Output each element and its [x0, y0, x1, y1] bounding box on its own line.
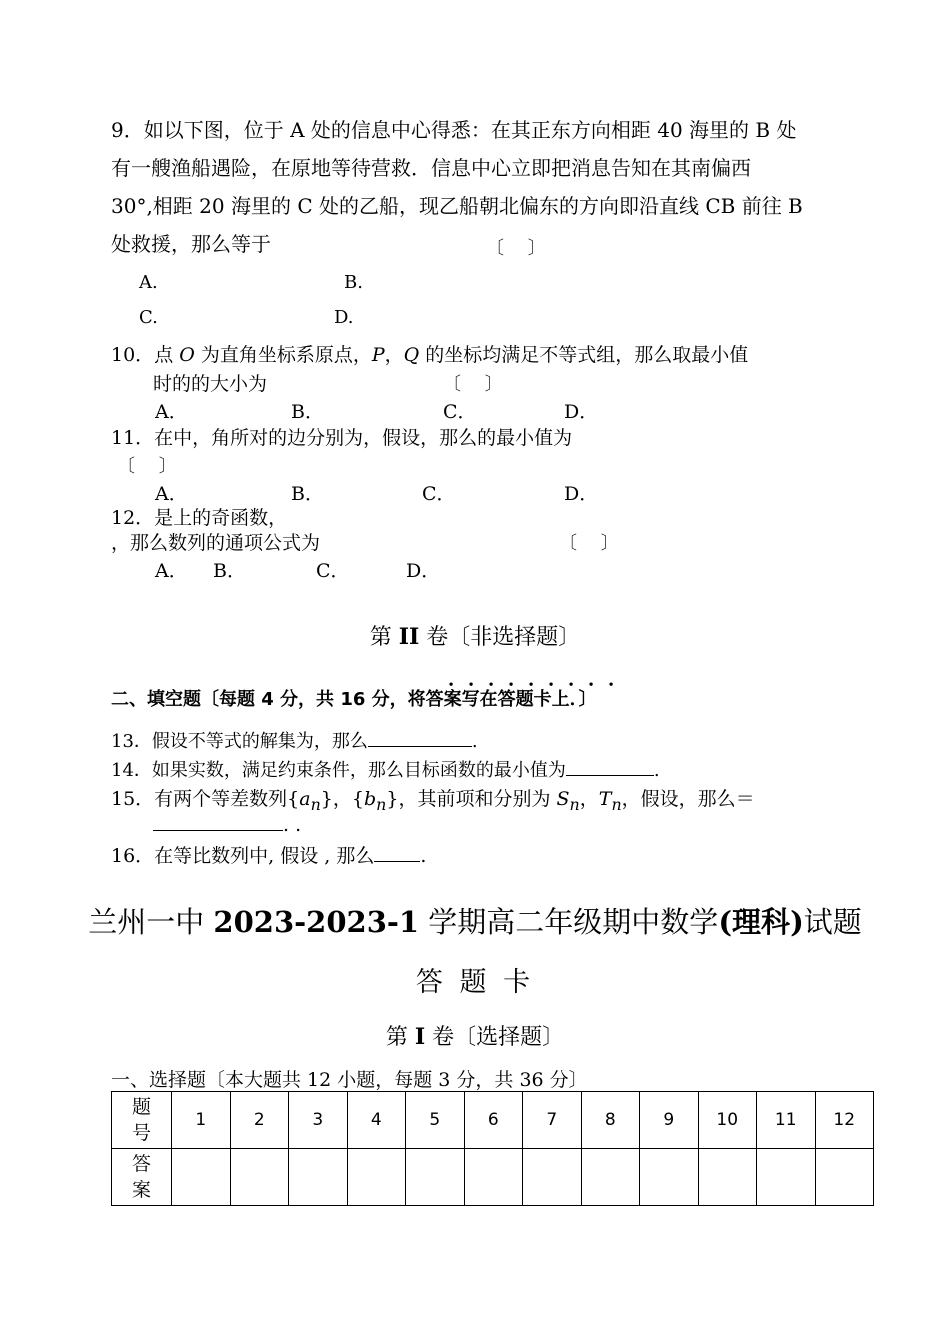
q10-number: 10． [111, 344, 155, 366]
part2-emphasis-dots: ．．．．．．．．． [448, 666, 638, 690]
question-number-cell: 6 [464, 1092, 523, 1149]
answer-cell[interactable] [815, 1149, 874, 1206]
q15-var-b: b [363, 788, 377, 810]
answer-card-title [0, 900, 950, 941]
part1-title-a: 第 [385, 1025, 415, 1050]
answer-grid-number-row [112, 1092, 874, 1149]
q11-option-a: A． [155, 483, 188, 505]
q10-answer-paren: 〔 〕 [443, 374, 503, 395]
q12-option-c: C． [316, 560, 350, 582]
card-title-subject: 理科 [732, 905, 791, 939]
q15-prefix: 15．有两个等差数列{ [111, 788, 300, 810]
q10-option-d: D． [564, 401, 599, 423]
q10-var-q: Q [403, 344, 420, 366]
card-title-c: 学期高二年级期中数学 [419, 905, 719, 939]
question-number-cell: 12 [815, 1092, 874, 1149]
q16-text: 16．在等比数列中, 假设 , 那么 [111, 845, 375, 867]
answer-cell[interactable] [230, 1149, 289, 1206]
q15-answer-blank[interactable] [153, 812, 283, 831]
q15-tail: ，假设，那么＝ [621, 788, 755, 810]
q15-var-a: a [299, 788, 311, 810]
answer-cell[interactable] [757, 1149, 816, 1206]
q10-text-b: 为直角坐标系原点， [194, 344, 372, 366]
q9-line1: 9．如以下图，位于 A 处的信息中心得悉：在其正东方向相距 40 海里的 B 处 [111, 118, 797, 142]
q15-sub-n4: n [611, 794, 622, 814]
answer-cell[interactable] [289, 1149, 348, 1206]
q9-line2: 有一艘渔船遇险，在原地等待营救．信息中心立即把消息告知在其南偏西 [111, 156, 751, 180]
question-number-cell: 3 [289, 1092, 348, 1149]
q16-answer-blank[interactable] [374, 843, 420, 862]
q9-option-a: A. [139, 272, 158, 293]
answer-card-subtitle: 答 题 卡 [415, 967, 535, 998]
q11-option-c: C． [422, 483, 456, 505]
q10-line2: 时的的大小为 [153, 373, 268, 395]
q9-option-c: C. [139, 307, 158, 328]
q9-line4: 处救援，那么等于 [111, 232, 271, 256]
q13-answer-blank[interactable] [368, 728, 472, 747]
answer-cell[interactable] [523, 1149, 582, 1206]
q15-sub-n2: n [376, 794, 387, 814]
answer-cell[interactable] [581, 1149, 640, 1206]
q14-text: 14．如果实数，满足约束条件，那么目标函数的最小值为 [111, 760, 566, 781]
card-title-a: 兰州一中 [88, 905, 214, 939]
q10-var-p: P [371, 344, 385, 366]
q13-line [111, 727, 478, 753]
q11-answer-paren: 〔 〕 [117, 456, 177, 477]
card-title-paren-close: ) [790, 905, 804, 939]
part1-title [0, 1020, 950, 1051]
q14-period: . [653, 760, 660, 781]
q15-line2 [153, 812, 301, 836]
answer-cell[interactable] [347, 1149, 406, 1206]
q15-line1 [111, 784, 755, 814]
q10-option-b: B． [291, 401, 324, 423]
card-title-paren-open: ( [718, 905, 733, 939]
q12-line2: ，那么数列的通项公式为 [111, 532, 321, 554]
card-title-year: 2023-2023-1 [213, 905, 420, 939]
q10-option-c: C． [443, 401, 477, 423]
question-number-cell: 4 [347, 1092, 406, 1149]
answer-grid-answer-row [112, 1149, 874, 1206]
question-number-cell: 10 [698, 1092, 757, 1149]
question-number-cell: 9 [640, 1092, 699, 1149]
question-number-cell: 8 [581, 1092, 640, 1149]
answer-cell[interactable] [172, 1149, 231, 1206]
q15-sub-n1: n [310, 794, 321, 814]
part2-title-a: 第 [369, 625, 399, 650]
row-head-answer: 答案 [112, 1149, 172, 1206]
q14-answer-blank[interactable] [566, 757, 654, 776]
q10-line1 [111, 340, 748, 367]
q13-text: 13．假设不等式的解集为，那么 [111, 731, 368, 752]
q9-option-b: B. [344, 272, 363, 293]
q15-end: . . [283, 814, 302, 836]
q12-line1: 12．是上的奇函数， [111, 507, 288, 529]
q16-period: . [420, 845, 427, 867]
part2-section-heading: 二、填空题〔每题 4 分，共 16 分，将答案写在答题卡上．〕 [111, 689, 597, 710]
q13-period: . [471, 731, 478, 752]
q15-var-t: T [598, 788, 612, 810]
question-number-cell: 7 [523, 1092, 582, 1149]
part2-title-roman: II [398, 624, 420, 650]
part2-title-c: 卷〔非选择题〕 [419, 625, 581, 650]
q12-option-d: D． [406, 560, 441, 582]
q10-text-a: 点 [154, 344, 180, 366]
answer-cell[interactable] [698, 1149, 757, 1206]
part2-title [0, 620, 950, 651]
q9-answer-paren: 〔 〕 [486, 238, 546, 259]
q11-option-b: B． [291, 483, 324, 505]
q9-option-d: D. [334, 307, 354, 328]
question-number-cell: 11 [757, 1092, 816, 1149]
q9-line3: 30°,相距 20 海里的 C 处的乙船，现乙船朝北偏东的方向即沿直线 CB 前往 B [111, 194, 803, 218]
q12-option-b: B． [213, 560, 246, 582]
answer-cell[interactable] [406, 1149, 465, 1206]
part1-section-heading: 一、选择题〔本大题共 12 小题，每题 3 分，共 36 分〕 [111, 1069, 588, 1091]
q12-option-a: A． [155, 560, 188, 582]
q15-var-s: S [556, 788, 570, 810]
q10-text-c: 的坐标均满足不等式组，那么取最小值 [419, 344, 749, 366]
question-number-cell: 1 [172, 1092, 231, 1149]
q10-option-a: A． [155, 401, 188, 423]
answer-grid [111, 1091, 874, 1206]
question-number-cell: 2 [230, 1092, 289, 1149]
card-title-g: 试题 [803, 905, 862, 939]
q15-mid2: }，其前项和分别为 [386, 788, 557, 810]
part1-title-c: 卷〔选择题〕 [425, 1025, 565, 1050]
part1-title-roman: I [414, 1024, 426, 1050]
q10-var-o: O [179, 344, 195, 366]
q11-line1: 11．在中，角所对的边分别为，假设，那么的最小值为 [111, 427, 573, 449]
answer-cell[interactable] [464, 1149, 523, 1206]
q10-comma: ， [384, 344, 404, 366]
row-head-number: 题号 [112, 1092, 172, 1149]
q11-option-d: D． [564, 483, 599, 505]
q15-sub-n3: n [569, 794, 580, 814]
q14-line [111, 756, 660, 782]
question-number-cell: 5 [406, 1092, 465, 1149]
q12-answer-paren: 〔 〕 [559, 533, 619, 554]
q15-comma: ， [579, 788, 599, 810]
q16-line [111, 841, 426, 868]
answer-cell[interactable] [640, 1149, 699, 1206]
q15-mid: }，{ [320, 788, 364, 810]
